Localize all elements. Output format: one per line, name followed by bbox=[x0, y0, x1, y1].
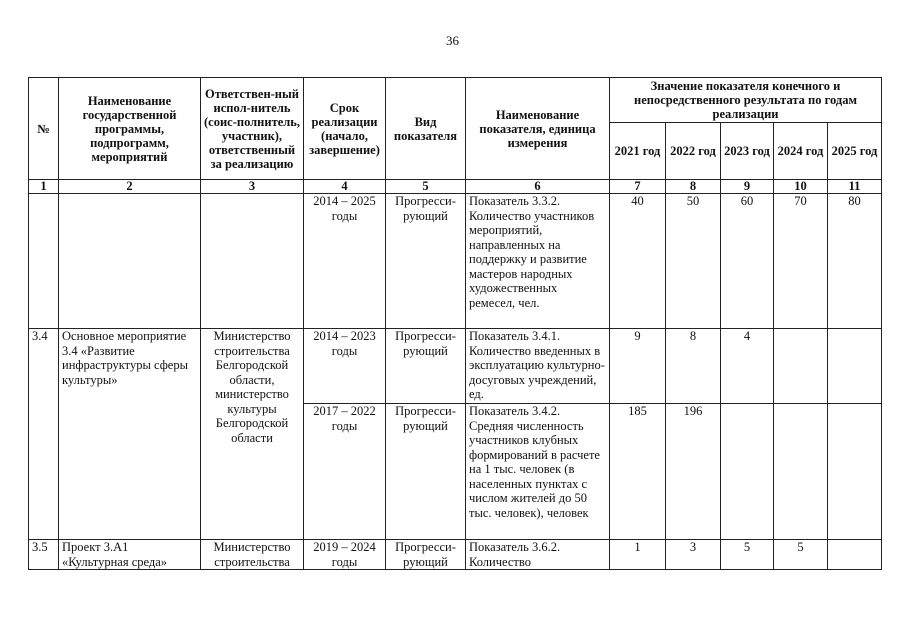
column-number: 1 bbox=[29, 180, 59, 194]
header-program: Наименование государственной программы, подпрограмм, мероприятий bbox=[59, 78, 201, 180]
cell-value-2025: 80 bbox=[828, 194, 882, 329]
cell-value-2024: 70 bbox=[774, 194, 828, 329]
header-year: 2025 год bbox=[828, 123, 882, 180]
cell-value-2021: 9 bbox=[610, 329, 666, 404]
column-number: 4 bbox=[304, 180, 386, 194]
header-no: № bbox=[29, 78, 59, 180]
header-year: 2024 год bbox=[774, 123, 828, 180]
cell-indicator-name: Показатель 3.3.2. Количество участников мероприятий, направленных на поддержку и развитие мастеров народных художественных ремесел, чел. bbox=[466, 194, 610, 329]
cell-value-2022: 8 bbox=[666, 329, 721, 404]
cell-indicator-type: Прогресси-рующий bbox=[386, 194, 466, 329]
cell-responsible: Министерство строительства Белгородской области, министерство культуры Белгородской области bbox=[201, 329, 304, 540]
program-indicators-table bbox=[28, 77, 882, 570]
cell-program: Основное мероприятие 3.4 «Развитие инфраструктуры сферы культуры» bbox=[59, 329, 201, 540]
table-row bbox=[29, 540, 882, 570]
column-number: 3 bbox=[201, 180, 304, 194]
cell-indicator-type: Прогресси-рующий bbox=[386, 404, 466, 540]
cell-value-2025 bbox=[828, 329, 882, 404]
cell-period: 2019 – 2024 годы bbox=[304, 540, 386, 570]
cell-responsible: Министерство строительства bbox=[201, 540, 304, 570]
cell-responsible bbox=[201, 194, 304, 329]
cell-program bbox=[59, 194, 201, 329]
header-year: 2021 год bbox=[610, 123, 666, 180]
cell-value-2021: 185 bbox=[610, 404, 666, 540]
cell-indicator-type: Прогресси-рующий bbox=[386, 329, 466, 404]
cell-indicator-type: Прогресси-рующий bbox=[386, 540, 466, 570]
cell-value-2022: 50 bbox=[666, 194, 721, 329]
cell-indicator-name: Показатель 3.4.1. Количество введенных в эксплуатацию культурно-досуговых учреждений, ед. bbox=[466, 329, 610, 404]
cell-indicator-name: Показатель 3.6.2. Количество bbox=[466, 540, 610, 570]
column-number: 2 bbox=[59, 180, 201, 194]
table-row bbox=[29, 329, 882, 404]
cell-value-2023: 60 bbox=[721, 194, 774, 329]
header-period: Срок реализации (начало, завершение) bbox=[304, 78, 386, 180]
column-number: 6 bbox=[466, 180, 610, 194]
column-number: 7 bbox=[610, 180, 666, 194]
header-values-group: Значение показателя конечного и непосредственного результата по годам реализации bbox=[610, 78, 882, 123]
cell-value-2021: 1 bbox=[610, 540, 666, 570]
cell-value-2022: 196 bbox=[666, 404, 721, 540]
cell-no: 3.5 bbox=[29, 540, 59, 570]
cell-value-2023 bbox=[721, 404, 774, 540]
cell-value-2025 bbox=[828, 540, 882, 570]
cell-period: 2017 – 2022 годы bbox=[304, 404, 386, 540]
cell-no: 3.4 bbox=[29, 329, 59, 540]
header-year: 2023 год bbox=[721, 123, 774, 180]
table-row bbox=[29, 194, 882, 329]
cell-value-2024: 5 bbox=[774, 540, 828, 570]
cell-value-2024 bbox=[774, 329, 828, 404]
column-number: 8 bbox=[666, 180, 721, 194]
cell-value-2021: 40 bbox=[610, 194, 666, 329]
cell-value-2023: 5 bbox=[721, 540, 774, 570]
cell-indicator-name: Показатель 3.4.2. Средняя численность участников клубных формирований в расчете на 1 тыс. человек (в населенных пунктах с числом жителей до 50 тыс. человек), человек bbox=[466, 404, 610, 540]
header-year: 2022 год bbox=[666, 123, 721, 180]
cell-no bbox=[29, 194, 59, 329]
cell-period: 2014 – 2025 годы bbox=[304, 194, 386, 329]
cell-value-2023: 4 bbox=[721, 329, 774, 404]
cell-value-2025 bbox=[828, 404, 882, 540]
column-numbers-row bbox=[29, 180, 882, 194]
column-number: 5 bbox=[386, 180, 466, 194]
header-indicator-type: Вид показателя bbox=[386, 78, 466, 180]
column-number: 9 bbox=[721, 180, 774, 194]
header-responsible: Ответствен-ный испол-нитель (соис-полнитель, участник), ответственный за реализацию bbox=[201, 78, 304, 180]
column-number: 11 bbox=[828, 180, 882, 194]
cell-value-2024 bbox=[774, 404, 828, 540]
cell-program: Проект 3.А1 «Культурная среда» bbox=[59, 540, 201, 570]
page-number: 36 bbox=[446, 33, 459, 48]
cell-value-2022: 3 bbox=[666, 540, 721, 570]
header-row bbox=[29, 78, 882, 123]
cell-period: 2014 – 2023 годы bbox=[304, 329, 386, 404]
header-indicator-name: Наименование показателя, единица измерения bbox=[466, 78, 610, 180]
column-number: 10 bbox=[774, 180, 828, 194]
